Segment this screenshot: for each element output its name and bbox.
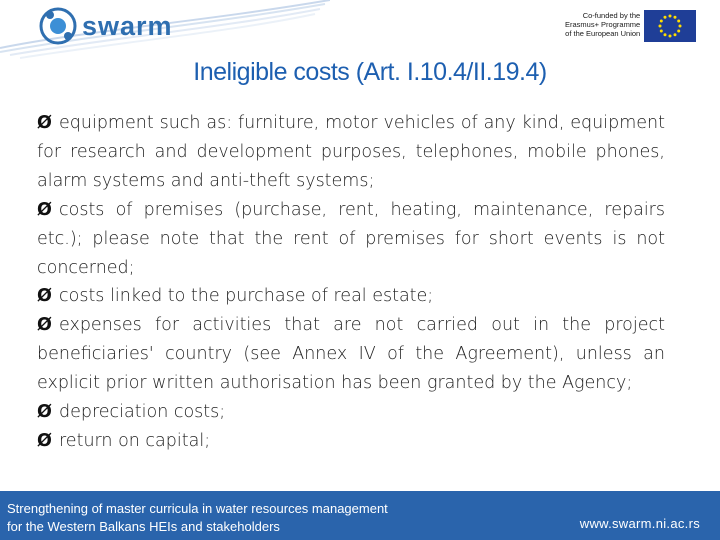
- eu-flag-icon: [644, 10, 696, 42]
- footer-project-title: [7, 500, 388, 536]
- eu-badge-text: [565, 11, 640, 38]
- eu-badge-line-3: of the European Union: [565, 29, 641, 38]
- list-item-text: costs linked to the purchase of real estate;: [59, 286, 434, 307]
- list-item: [37, 282, 665, 311]
- eu-cofunded-badge: [565, 10, 696, 42]
- list-item: [37, 427, 665, 456]
- arrow-bullet-icon: Ø: [37, 113, 52, 133]
- footer-bar: [0, 491, 720, 540]
- arrow-bullet-icon: Ø: [37, 286, 52, 307]
- list-item-text: equipment such as: furniture, motor vehicles of any kind, equipment for research and development purposes, telephones, mobile phones, alarm systems and anti-theft systems;: [37, 113, 665, 191]
- list-item: [37, 109, 665, 196]
- list-item-text: costs of premises (purchase, rent, heating, maintenance, repairs etc.); please note that the rent of premises for short events is not concerned;: [37, 199, 665, 278]
- swarm-logo-text: swarm: [82, 10, 173, 41]
- list-item-text: return on capital;: [59, 430, 211, 451]
- ineligible-costs-list: [37, 109, 665, 456]
- list-item: [37, 398, 665, 427]
- swarm-logo: [38, 6, 173, 46]
- slide-title: Ineligible costs (Art. I.10.4/II.19.4): [193, 58, 547, 86]
- list-item-text: depreciation costs;: [59, 402, 226, 423]
- arrow-bullet-icon: Ø: [37, 199, 52, 220]
- arrow-bullet-icon: Ø: [37, 430, 52, 451]
- eu-badge-line-1: Co-funded by the: [582, 11, 641, 20]
- list-item-text: expenses for activities that are not carried out in the project beneficiaries' country (see Annex IV of the Agreement), unless an explicit prior written authorisation has been granted by the Agency;: [37, 315, 665, 394]
- swarm-logo-icon: [38, 6, 78, 46]
- eu-badge-line-2: Erasmus+ Programme: [565, 20, 641, 29]
- footer-project-line-1: Strengthening of master curricula in water resources management: [7, 501, 388, 516]
- list-item: [37, 196, 665, 283]
- footer-project-line-2: for the Western Balkans HEIs and stakeholders: [7, 519, 280, 534]
- footer-website-link[interactable]: www.swarm.ni.ac.rs: [579, 516, 700, 531]
- list-item: [37, 311, 665, 398]
- arrow-bullet-icon: Ø: [37, 402, 52, 423]
- arrow-bullet-icon: Ø: [37, 315, 52, 336]
